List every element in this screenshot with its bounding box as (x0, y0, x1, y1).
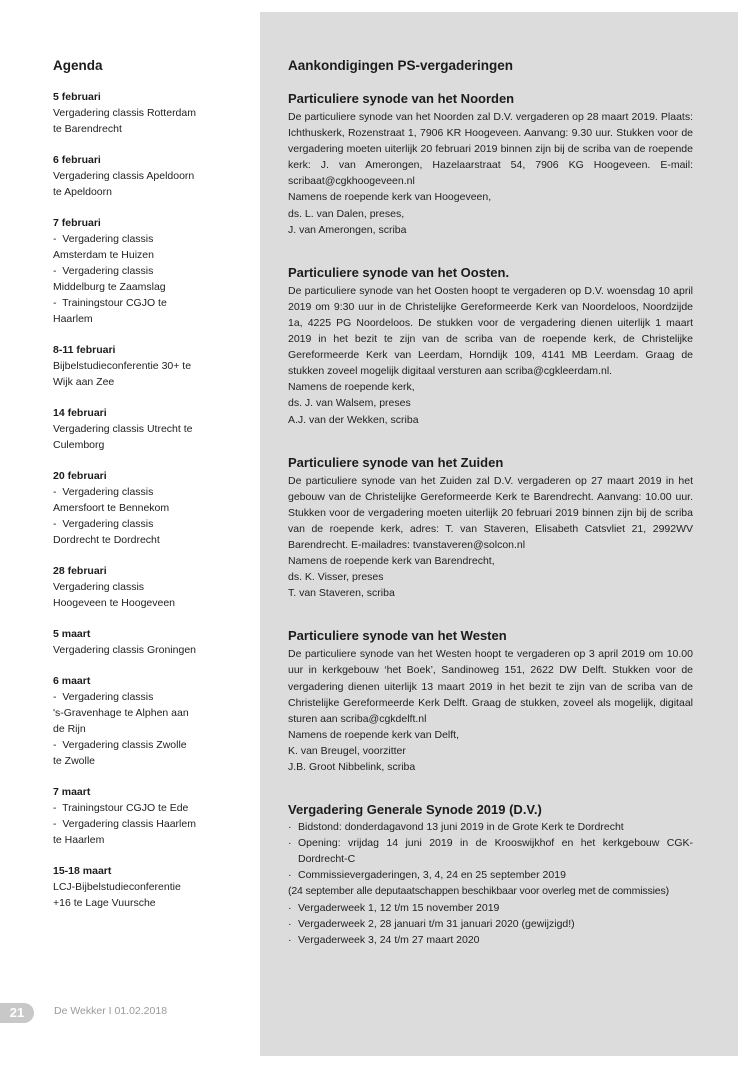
agenda-text-line: - Vergadering classis Zwolle (53, 739, 187, 751)
signature-line: ds. K. Visser, preses (288, 571, 384, 584)
synod-sections (288, 91, 693, 775)
agenda-date: 28 februari (53, 565, 107, 577)
synod-heading: Particuliere synode van het Oosten. (288, 264, 510, 280)
agenda-date: 6 maart (53, 675, 91, 687)
agenda-text-line: Bijbelstudieconferentie 30+ te (53, 360, 192, 372)
signature-line: K. van Breugel, voorzitter (288, 744, 406, 757)
agenda-text-line: te Barendrecht (53, 123, 122, 135)
agenda-text-line: - Vergadering classis (53, 518, 154, 530)
agenda-text-line: te Zwolle (53, 755, 96, 767)
agenda-text-line: - Vergadering classis (53, 486, 154, 498)
agenda-text-line: Vergadering classis Groningen (53, 644, 197, 656)
synod-body: De particuliere synode van het Noorden zal D.V. vergaderen op 28 maart 2019. Plaats: Ichthuskerk, Rozenstraat 1, 7906 KR Hoogeveen. Aanvang: 9.30 uur. Stukken voor de vergadering moeten uiterlijk 20 februari 2019 binnen zijn bij de scriba van de roepende kerk: J. van Amerongen, Hazelaarstraat 54, 7906 KG Hoogeveen. E-mail: scribaat@cgkhoogeveen.nl (288, 111, 693, 188)
general-synod-heading: Vergadering Generale Synode 2019 (D.V.) (288, 802, 542, 818)
synod-bullet-item: · Vergaderweek 3, 24 t/m 27 maart 2020 (288, 932, 693, 948)
signature-line: Namens de roepende kerk van Hoogeveen, (288, 191, 492, 204)
agenda-text-line: - Trainingstour CGJO te Ede (53, 802, 189, 814)
signature-line: Namens de roepende kerk, (288, 381, 415, 394)
signature-line: A.J. van der Wekken, scriba (288, 413, 419, 426)
agenda-text-line: - Trainingstour CGJO te (53, 297, 167, 309)
synod-body: De particuliere synode van het Zuiden zal D.V. vergaderen op 27 maart 2019 in het gebouw van de Christelijke Gereformeerde Kerk te Barendrecht. Aanvang: 10.00 uur. Stukken voor de vergadering moeten uiterlijk 20 februari 2019 binnen zijn bij de scriba van de roepende kerk, adres: T. van Staveren, Elisabeth Catsvliet 21, 2992WV Barendrecht. E-mailadres: tvanstaveren@solcon.nl (288, 474, 693, 551)
agenda-date: 5 maart (53, 628, 91, 640)
agenda-text-line: Vergadering classis Utrecht te (53, 423, 193, 435)
agenda-text-line: Amersfoort te Bennekom (53, 502, 170, 514)
agenda-text-line: +16 te Lage Vuursche (53, 897, 156, 909)
agenda-date: 20 februari (53, 470, 107, 482)
agenda-entry (53, 626, 253, 658)
agenda-date: 7 maart (53, 786, 91, 798)
agenda-date: 15-18 maart (53, 865, 112, 877)
agenda-entry (53, 152, 253, 200)
agenda-date: 5 februari (53, 91, 101, 103)
agenda-list (53, 89, 253, 911)
agenda-text-line: Dordrecht te Dordrecht (53, 534, 160, 546)
general-synod-list-a (288, 819, 693, 883)
agenda-entry (53, 215, 253, 327)
page-number: 21 (0, 1003, 34, 1023)
synod-heading: Particuliere synode van het Noorden (288, 91, 515, 106)
announcements-column (288, 58, 693, 948)
agenda-text-line: Hoogeveen te Hoogeveen (53, 597, 176, 609)
agenda-entry (53, 563, 253, 611)
agenda-date: 7 februari (53, 217, 101, 229)
general-synod-section (288, 802, 693, 948)
agenda-text-line: Vergadering classis Apeldoorn (53, 170, 195, 182)
agenda-entry (53, 673, 253, 769)
signature-line: J. van Amerongen, scriba (288, 223, 407, 236)
agenda-text-line: - Vergadering classis (53, 233, 154, 245)
announcements-title: Aankondigingen PS-vergaderingen (288, 58, 514, 73)
agenda-text-line: Amsterdam te Huizen (53, 249, 154, 261)
agenda-text-line: Haarlem (53, 313, 93, 325)
signature-line: T. van Staveren, scriba (288, 587, 395, 600)
agenda-date: 8-11 februari (53, 344, 116, 356)
signature-line: Namens de roepende kerk van Delft, (288, 728, 460, 741)
agenda-date: 14 februari (53, 407, 107, 419)
synod-body: De particuliere synode van het Oosten hoopt te vergaderen op D.V. woensdag 10 april 2019 om 9:30 uur in de Christelijke Gereformeerde Kerk van Noordeloos, Noordzijde 1a, 4225 PG Noordeloos. De stukken voor de vergadering dienen uiterlijk 1 maart 2019 in het bezit te zijn van de scriba van de roepende kerk, de Christelijke Gereformeerde Kerk van Leerdam, Horndijk 109, 4141 MB Leerdam. Graag de stukken zoveel mogelijk digitaal versturen aan scriba@cgkleerdam.nl. (288, 284, 693, 378)
agenda-entry (53, 405, 253, 453)
agenda-text-line: - Vergadering classis Haarlem (53, 818, 196, 830)
agenda-text-line: Wijk aan Zee (53, 376, 115, 388)
agenda-entry (53, 784, 253, 848)
signature-line: Namens de roepende kerk van Barendrecht, (288, 555, 495, 568)
signature-line: J.B. Groot Nibbelink, scriba (288, 761, 416, 773)
agenda-text-line: LCJ-Bijbelstudieconferentie (53, 881, 181, 893)
synod-bullet-item: · Vergaderweek 2, 28 januari t/m 31 januari 2020 (gewijzigd!) (288, 916, 693, 932)
synod-bullet-item: · Opening: vrijdag 14 juni 2019 in de Krooswijkhof en het kerkgebouw CGK-Dordrecht-C (288, 835, 693, 867)
signature-line: ds. J. van Walsem, preses (288, 397, 411, 410)
general-synod-list-b (288, 900, 693, 948)
synod-body: De particuliere synode van het Westen hoopt te vergaderen op 3 april 2019 om 10.00 uur in kerkgebouw ‘het Boek’, Sandinoweg 151, 2622 DW Delft. Stukken voor de vergadering dienen uiterlijk 13 maart 2019 in het bezit te zijn van de scriba van de Christelijke Gereformeerde Kerk Delft. Graag de stukken, zoveel als mogelijk, digitaal sturen aan scriba@cgkdelft.nl (288, 648, 693, 725)
synod-heading: Particuliere synode van het Westen (288, 628, 507, 644)
synod-bullet-item: · Commissievergaderingen, 3, 4, 24 en 25 september 2019 (288, 867, 693, 883)
agenda-text-line: - Vergadering classis (53, 265, 154, 277)
agenda-date: 6 februari (53, 154, 101, 166)
signature-line: ds. L. van Dalen, preses, (288, 207, 405, 220)
synod-bullet-item: · Bidstond: donderdagavond 13 juni 2019 in de Grote Kerk te Dordrecht (288, 819, 693, 835)
page-footer (0, 1003, 260, 1023)
agenda-text-line: te Haarlem (53, 834, 105, 846)
agenda-entry (53, 89, 253, 137)
synod-section (288, 91, 693, 238)
synod-heading: Particuliere synode van het Zuiden (288, 454, 504, 470)
agenda-text-line: Culemborg (53, 439, 105, 451)
agenda-entry (53, 468, 253, 548)
agenda-text-line: - Vergadering classis (53, 691, 154, 703)
agenda-entry (53, 342, 253, 390)
synod-section (288, 628, 693, 775)
agenda-entry (53, 863, 253, 911)
synod-bullet-item: · Vergaderweek 1, 12 t/m 15 november 2019 (288, 900, 693, 916)
agenda-column (53, 58, 253, 926)
agenda-text-line: Middelburg te Zaamslag (53, 281, 166, 293)
agenda-text-line: te Apeldoorn (53, 186, 112, 198)
agenda-title: Agenda (53, 58, 103, 73)
agenda-text-line: de Rijn (53, 723, 86, 735)
synod-section (288, 455, 693, 602)
agenda-text-line: Vergadering classis (53, 581, 145, 593)
agenda-text-line: 's-Gravenhage te Alphen aan (53, 707, 189, 719)
synod-section (288, 265, 693, 428)
publication-info: De Wekker I 01.02.2018 (54, 1005, 168, 1017)
agenda-text-line: Vergadering classis Rotterdam (53, 107, 196, 119)
general-synod-note: (24 september alle deputaatschappen beschikbaar voor overleg met de commissies) (288, 885, 669, 898)
